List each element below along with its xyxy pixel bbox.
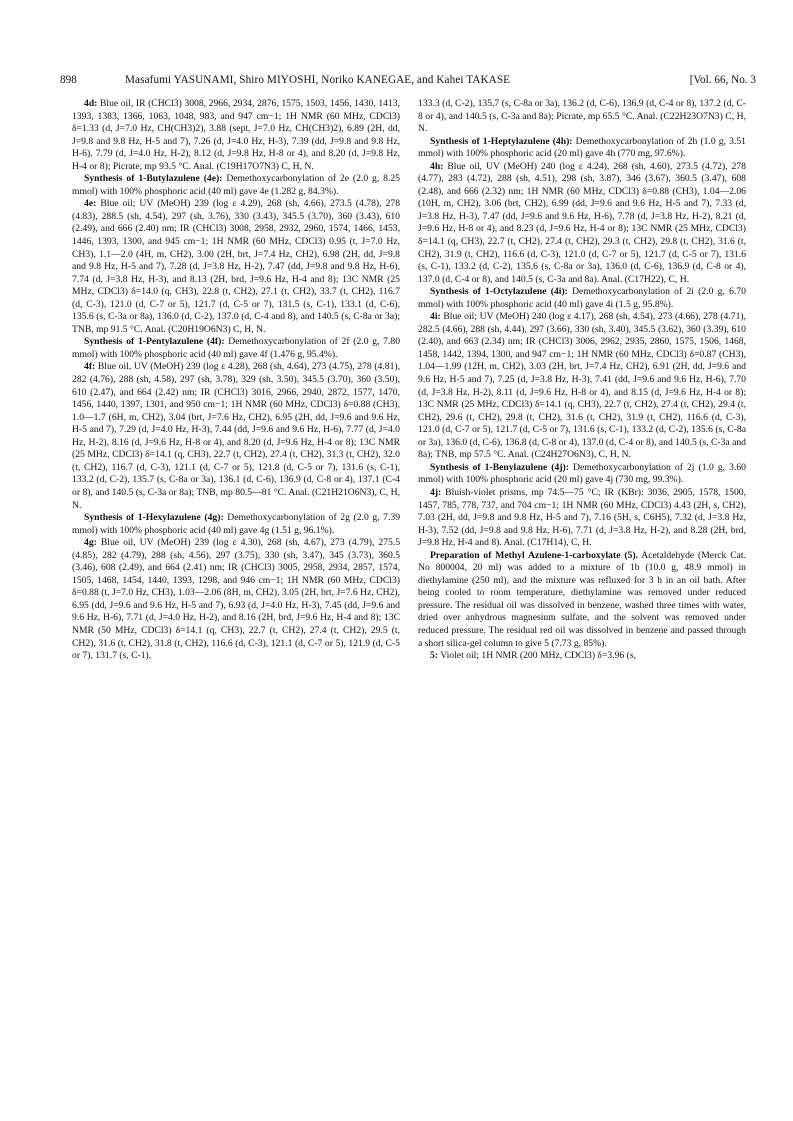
synthesis-4e [72, 173, 400, 198]
compound-4d-data [72, 98, 400, 173]
running-header [60, 72, 756, 88]
preparation-5 [418, 550, 746, 650]
paragraph-text: Bluish-violet prisms, mp 74.5—75 °C; IR (KBr): 3036, 2905, 1578, 1500, 1457, 785, 778, 737, and 704 cm−1; 1H NMR (60 MHz, CDCl3) 4.43 (2H, s, CH2), 7.03 (2H, dd, J=9.8 and 9.8 Hz, H-5 and 7), 7.16 (5H, s, C6H5), 7.32 (d, J=3.8 Hz, H-3), 7.52 (dd, J=9.8 and 9.8 Hz, H-6), 7.71 (d, J=3.8 Hz, H-2), and 8.28 (2H, brd, J=9.8 Hz, H-4 and 8). Anal. (C17H14), C, H. [418, 486, 747, 549]
compound-4g-data [72, 537, 400, 662]
compound-label: 4i: [430, 311, 441, 323]
compound-label: 4e: [84, 198, 97, 210]
compound-4h-data [418, 161, 746, 286]
paragraph-text: Blue oil, UV (MeOH) 239 (log ε 4.30), 268 (sh, 4.67), 273 (4.79), 275.5 (4.85), 282 (4.79), 288 (sh, 4.56), 297 (3.75), 330 (sh, 3.47), 345 (3.73), 360.5 (3.46), 608 (2.49), and 664 (2.41) nm; IR (CHCl3) 3005, 2958, 2934, 2857, 1574, 1505, 1468, 1454, 1440, 1393, 1298, and 946 cm−1; 1H NMR (60 MHz, CDCl3) δ=0.88 (t, J=7.0 Hz, CH3), 1.03—2.06 (8H, m, CH2), 3.05 (2H, brt, J=7.6 Hz, CH2), 6.95 (dd, J=9.6 and 9.6 Hz, H-5 and 7), 6.93 (d, J=4.0 Hz, H-3), 7.45 (dd, J=9.6 and 9.6 Hz, H-6), 7.71 (d, J=4.0 Hz, H-2), and 8.16 (2H, brd, J=9.6 Hz, H-4 and 8); 13C NMR (50 MHz, CDCl3) δ=14.1 (q, CH3), 22.7 (t, CH2), 27.4 (t, CH2), 29.5 (t, CH2), 31.6 (t, CH2), 31.8 (t, CH2), 116.6 (d, C-3), 121.1 (d, C-7 or 5), 121.9 (d, C-5 or 7), 131.7 (s, C-1), [72, 537, 401, 662]
compound-label: 4g: [84, 537, 97, 549]
paragraph-text: Blue oil, IR (CHCl3) 3008, 2966, 2934, 2876, 1575, 1503, 1456, 1430, 1413, 1393, 1383, 1366, 1063, 1048, 983, and 947 cm−1; 1H NMR (60 MHz, CDCl3) δ=1.33 (d, J=7.0 Hz, CH(CH3)2), 3.88 (sept, J=7.0 Hz, CH(CH3)2), 6.89 (2H, dd, J=9.8 and 9.8 Hz, H-5 and 7), 7.26 (d, J=4.0 Hz, H-3), 7.39 (dd, J=9.8 and 9.8 Hz, H-6), 7.79 (d, J=4.0 Hz, H-2), 8.12 (d, J=9.8 Hz, H-8 or 4), and 8.20 (d, J=9.8 Hz, H-4 or 8); Picrate, mp 93.5 °C. Anal. (C19H17O7N3) C, H, N. [72, 98, 401, 172]
synthesis-4h [418, 136, 746, 161]
paragraph-text: Acetaldehyde (Merck Cat. No 800004, 20 ml) was added to a mixture of 1b (10.0 g, 48.9 mmol) in diethylamine (250 ml), and the mixture was refluxed for 3 h in an oil bath. After being cooled to room temperature, diethylamine was removed under reduced pressure. The residual oil was dissolved in benzene, washed three times with water, dried over anhydrous magnesium sulfate, and the solvent was removed under reduced pressure. The residual red oil was dissolved in benzene and passed through a short silica-gel column to give 5 (7.73 g, 85%). [418, 549, 746, 649]
compound-label: 4j: [430, 486, 442, 498]
paragraph-text: Blue oil, UV (MeOH) 239 (log ε 4.28), 268 (sh, 4.64), 273 (4.75), 278 (4.81), 282 (4.76), 288 (sh, 4.58), 297 (sh, 3.78), 329 (sh, 3.50), 345.5 (3.70), 360 (3.50), 610 (2.47), and 664 (2.42) nm; IR (CHCl3) 3016, 2966, 2940, 2872, 1577, 1470, 1456, 1440, 1397, 1301, and 950 cm−1; 1H NMR (60 MHz, CDCl3) δ=0.88 (CH3), 1.0—1.7 (6H, m, CH2), 3.04 (brt, J=7.6 Hz, CH2), 6.95 (2H, dd, J=9.6 and 9.6 Hz, H-5 and 7), 7.29 (d, J=4.0 Hz, H-3), 7.44 (dd, J=9.6 and 9.6 Hz, H-6), 7.77 (d, J=4.0 Hz, H-2), 8.16 (d, J=9.6 Hz, H-8 or 4), and 8.20 (d, J=9.6 Hz, H-4 or 8); 13C NMR (25 MHz, CDCl3) δ=14.1 (q, CH3), 22.7 (t, CH2), 27.4 (t, CH2), 31.3 (t, CH2), 32.0 (t, CH2), 116.7 (d, C-3), 121.1 (d, C-7 or 5), 121.8 (d, C-5 or 7), 131.6 (s, C-1), 133.2 (d, C-2), 135.7 (s, C-8a or 3a), 136.1 (d, C-6), 136.9 (d, C-8 or 4), 137.1 (C-4 or 8), and 140.5 (s, C-3a or 8a); TNB, mp 80.5—81 °C. Anal. (C21H21O6N3), C, H, N. [72, 361, 401, 511]
paragraph-text: Demethoxycarbonylation of 2j (1.0 g, 3.60 mmol) with 100% phosphoric acid (20 ml) gave 4j (730 mg, 99.3%). [418, 461, 746, 486]
section-heading: Synthesis of 1-Butylazulene (4e): [84, 173, 223, 185]
paragraph-text: Demethoxycarbonylation of 2e (2.0 g, 8.25 mmol) with 100% phosphoric acid (40 ml) gave 4e (1.282 g, 84.3%). [72, 173, 400, 197]
page-number: 898 [60, 74, 77, 86]
synthesis-4f [72, 336, 400, 361]
compound-4f-data [72, 361, 400, 512]
compound-label: 4h: [430, 160, 444, 172]
synthesis-4g [72, 512, 400, 537]
paragraph-text: Blue oil; UV (MeOH) 239 (log ε 4.29), 268 (sh, 4.66), 273.5 (4.78), 278 (4.83), 288.5 (sh, 4.54), 297 (sh, 3.76), 330 (3.43), 345.5 (3.70), 360 (3.43), 610 (2.49), and 666 (2.40) nm; IR (CHCl3) 3008, 2958, 2932, 2960, 1574, 1466, 1453, 1446, 1393, 1300, and 945 cm−1; 1H NMR (60 MHz, CDCl3) 0.95 (t, J=7.0 Hz, CH3), 1.1—2.0 (4H, m, CH2), 3.00 (2H, brt, J=7.4 Hz, CH2), 6.98 (2H, dd, J=9.8 and 9.8 Hz, H-5 and 7), 7.28 (d, J=3.8 Hz, H-2), 7.47 (dd, J=9.8 and 9.8 Hz, H-6), 7.74 (d, J=3.8 Hz, H-3), and 8.13 (2H, brd, J=9.6 Hz, H-4 and 8); 13C NMR (25 MHz, CDCl3) δ=14.0 (q, CH3), 22.8 (t, CH2), 27.1 (t, CH2), 33.7 (t, CH2), 116.7 (d, C-3), 121.0 (d, C-7 or 5), 121.7 (d, C-5 or 7), 131.5 (s, C-1), 133.1 (d, C-6), 135.6 (s, C-3a or 8a), 136.0 (d, C-2), 137.0 (d, C-4 and 8), and 140.5 (s, C-8a or 3a); TNB, mp 91.5 °C. Anal. (C20H19O6N3) C, H, N. [72, 198, 401, 335]
paragraph-text: Blue oil, UV (MeOH) 240 (log ε 4.24), 268 (sh, 4.60), 273.5 (4.72), 278 (4.77), 283 (4.72), 288 (sh, 4.51), 298 (sh, 3.87), 346 (3.67), 360.5 (3.47), 608 (2.48), and 666 (2.32) nm; 1H NMR (60 MHz, CDCl3) δ=0.88 (CH3), 1.04—2.06 (10H, m, CH2), 3.06 (brt, CH2), 6.99 (dd, J=9.6 and 9.6 Hz, H-5 and 7), 7.33 (d, J=3.8 Hz, H-3), 7.47 (dd, J=9.6 and 9.6 Hz, H-6), 7.78 (d, J=3.8 Hz, H-2), 8.21 (d, J=9.6 Hz, H-8 or 4), and 8.23 (d, J=9.6 Hz, H-4 or 8); 13C NMR (25 MHz, CDCl3) δ=14.1 (q, CH3), 22.7 (t, CH2), 27.4 (t, CH2), 29.3 (t, CH2), 29.8 (t, CH2), 31.6 (t, CH2), 31.9 (t, CH2), 116.6 (d, C-3), 121.0 (d, C-7 or 5), 121.7 (d, C-5 or 7), 131.6 (s, C-1), 133.2 (d, C-2), 135.6 (s, C-8a or 3a), 136.0 (d, C-6), 136.9 (d, C-8 or 4), 137.0 (d, C-4 or 8), and 140.5 (s, C-3a and 8a). Anal. (C17H22), C, H. [418, 160, 746, 285]
left-column [72, 98, 400, 663]
paragraph-text: Demethoxycarbonylation of 2g (2.0 g, 7.39 mmol) with 100% phosphoric acid (40 ml) gave 4g (1.51 g, 96.1%). [72, 512, 401, 536]
section-heading: Synthesis of 1-Pentylazulene (4f): [84, 336, 225, 348]
volume-issue: [Vol. 66, No. 3 [689, 74, 756, 86]
compound-5-data [418, 650, 746, 663]
author-line: Masafumi YASUNAMI, Shiro MIYOSHI, Noriko KANEGAE, and Kahei TAKASE [125, 74, 511, 86]
paragraph-text: Demethoxycarbonylation of 2h (1.0 g, 3.51 mmol) with 100% phosphoric acid (20 ml) gave 4h (770 mg, 97.6%). [418, 135, 746, 160]
synthesis-4i [418, 286, 746, 311]
paragraph-text: Blue oil; UV (MeOH) 240 (log ε 4.17), 268 (sh, 4.54), 273 (4.66), 278 (4.71), 282.5 (4.66), 288 (sh, 4.44), 297 (3.66), 330 (sh, 3.40), 345.5 (3.62), 360 (3.39), 610 (2.40), and 663 (2.34) nm; IR (CHCl3) 3006, 2962, 2935, 2860, 1575, 1506, 1468, 1458, 1442, 1394, 1300, and 947 cm−1; 1H NMR (60 MHz, CDCl3) δ=0.87 (CH3), 1.04—1.99 (12H, m, CH2), 3.03 (2H, brt, J=7.4 Hz, CH2), 6.91 (2H, dd, J=9.6 and 9.6 Hz, H-5 and 7), 7.25 (d, J=3.8 Hz, H-3), 7.41 (dd, J=9.6 and 9.6 Hz, H-6), 7.70 (d, J=3.8 Hz, H-2), 8.11 (d, J=9.6 Hz, H-8 or 4), and 8.15 (d, J=9.6 Hz, H-4 or 8); 13C NMR (25 MHz, CDCl3) δ=14.1 (q, CH3), 22.7 (t, CH2), 27.4 (t, CH2), 29.4 (t, CH2), 29.6 (t, CH2), 29.8 (t, CH2), 31.6 (t, CH2), 31.9 (t, CH2), 116.6 (d, C-3), 121.0 (d, C-7 or 5), 121.7 (d, C-5 or 7), 131.6 (s, C-1), 133.2 (d, C-2), 135.6 (s, C-8a or 3a), 136.0 (d, C-6), 136.8 (d, C-8 or 4), 137.0 (d, C-4 or 8), and 140.5 (s, C-3a and 8a); TNB, mp 57.5 °C. Anal. (C24H27O6N3), C, H, N. [418, 311, 746, 461]
paragraph-text: Demethoxycarbonylation of 2i (2.0 g, 6.70 mmol) with 100% phosphoric acid (40 ml) gave 4i (1.5 g, 95.8%). [418, 286, 746, 310]
section-heading: Synthesis of 1-Octylazulene (4i): [430, 286, 568, 298]
section-heading: Synthesis of 1-Heptylazulene (4h): [430, 135, 573, 147]
compound-label: 4d: [84, 98, 98, 109]
section-heading: Synthesis of 1-Benylazulene (4j): [430, 461, 569, 473]
paragraph-text: 133.3 (d, C-2), 135.7 (s, C-8a or 3a), 136.2 (d, C-6), 136.9 (d, C-4 or 8), 137.2 (d, C-8 or 4), and 140.5 (s, C-3a and 8a); Picrate, mp 65.5 °C. Anal. (C22H23O7N3) C, H, N. [418, 98, 746, 135]
compound-4g-data-continued [418, 98, 746, 136]
compound-label: 4f: [84, 361, 96, 373]
compound-4i-data [418, 311, 746, 462]
section-heading: Preparation of Methyl Azulene-1-carboxylate (5). [430, 549, 638, 561]
synthesis-4j [418, 462, 746, 487]
compound-4e-data [72, 198, 400, 336]
compound-label: 5: [430, 650, 439, 662]
right-column [418, 98, 746, 663]
compound-4j-data [418, 487, 746, 550]
section-heading: Synthesis of 1-Hexylazulene (4g): [84, 512, 224, 524]
paragraph-text: Demethoxycarbonylation of 2f (2.0 g, 7.80 mmol) with 100% phosphoric acid (40 ml) gave 4f (1.476 g, 95.4%). [72, 336, 401, 360]
paragraph-text: Violet oil; 1H NMR (200 MHz, CDCl3) δ=3.96 (s, [440, 650, 636, 662]
